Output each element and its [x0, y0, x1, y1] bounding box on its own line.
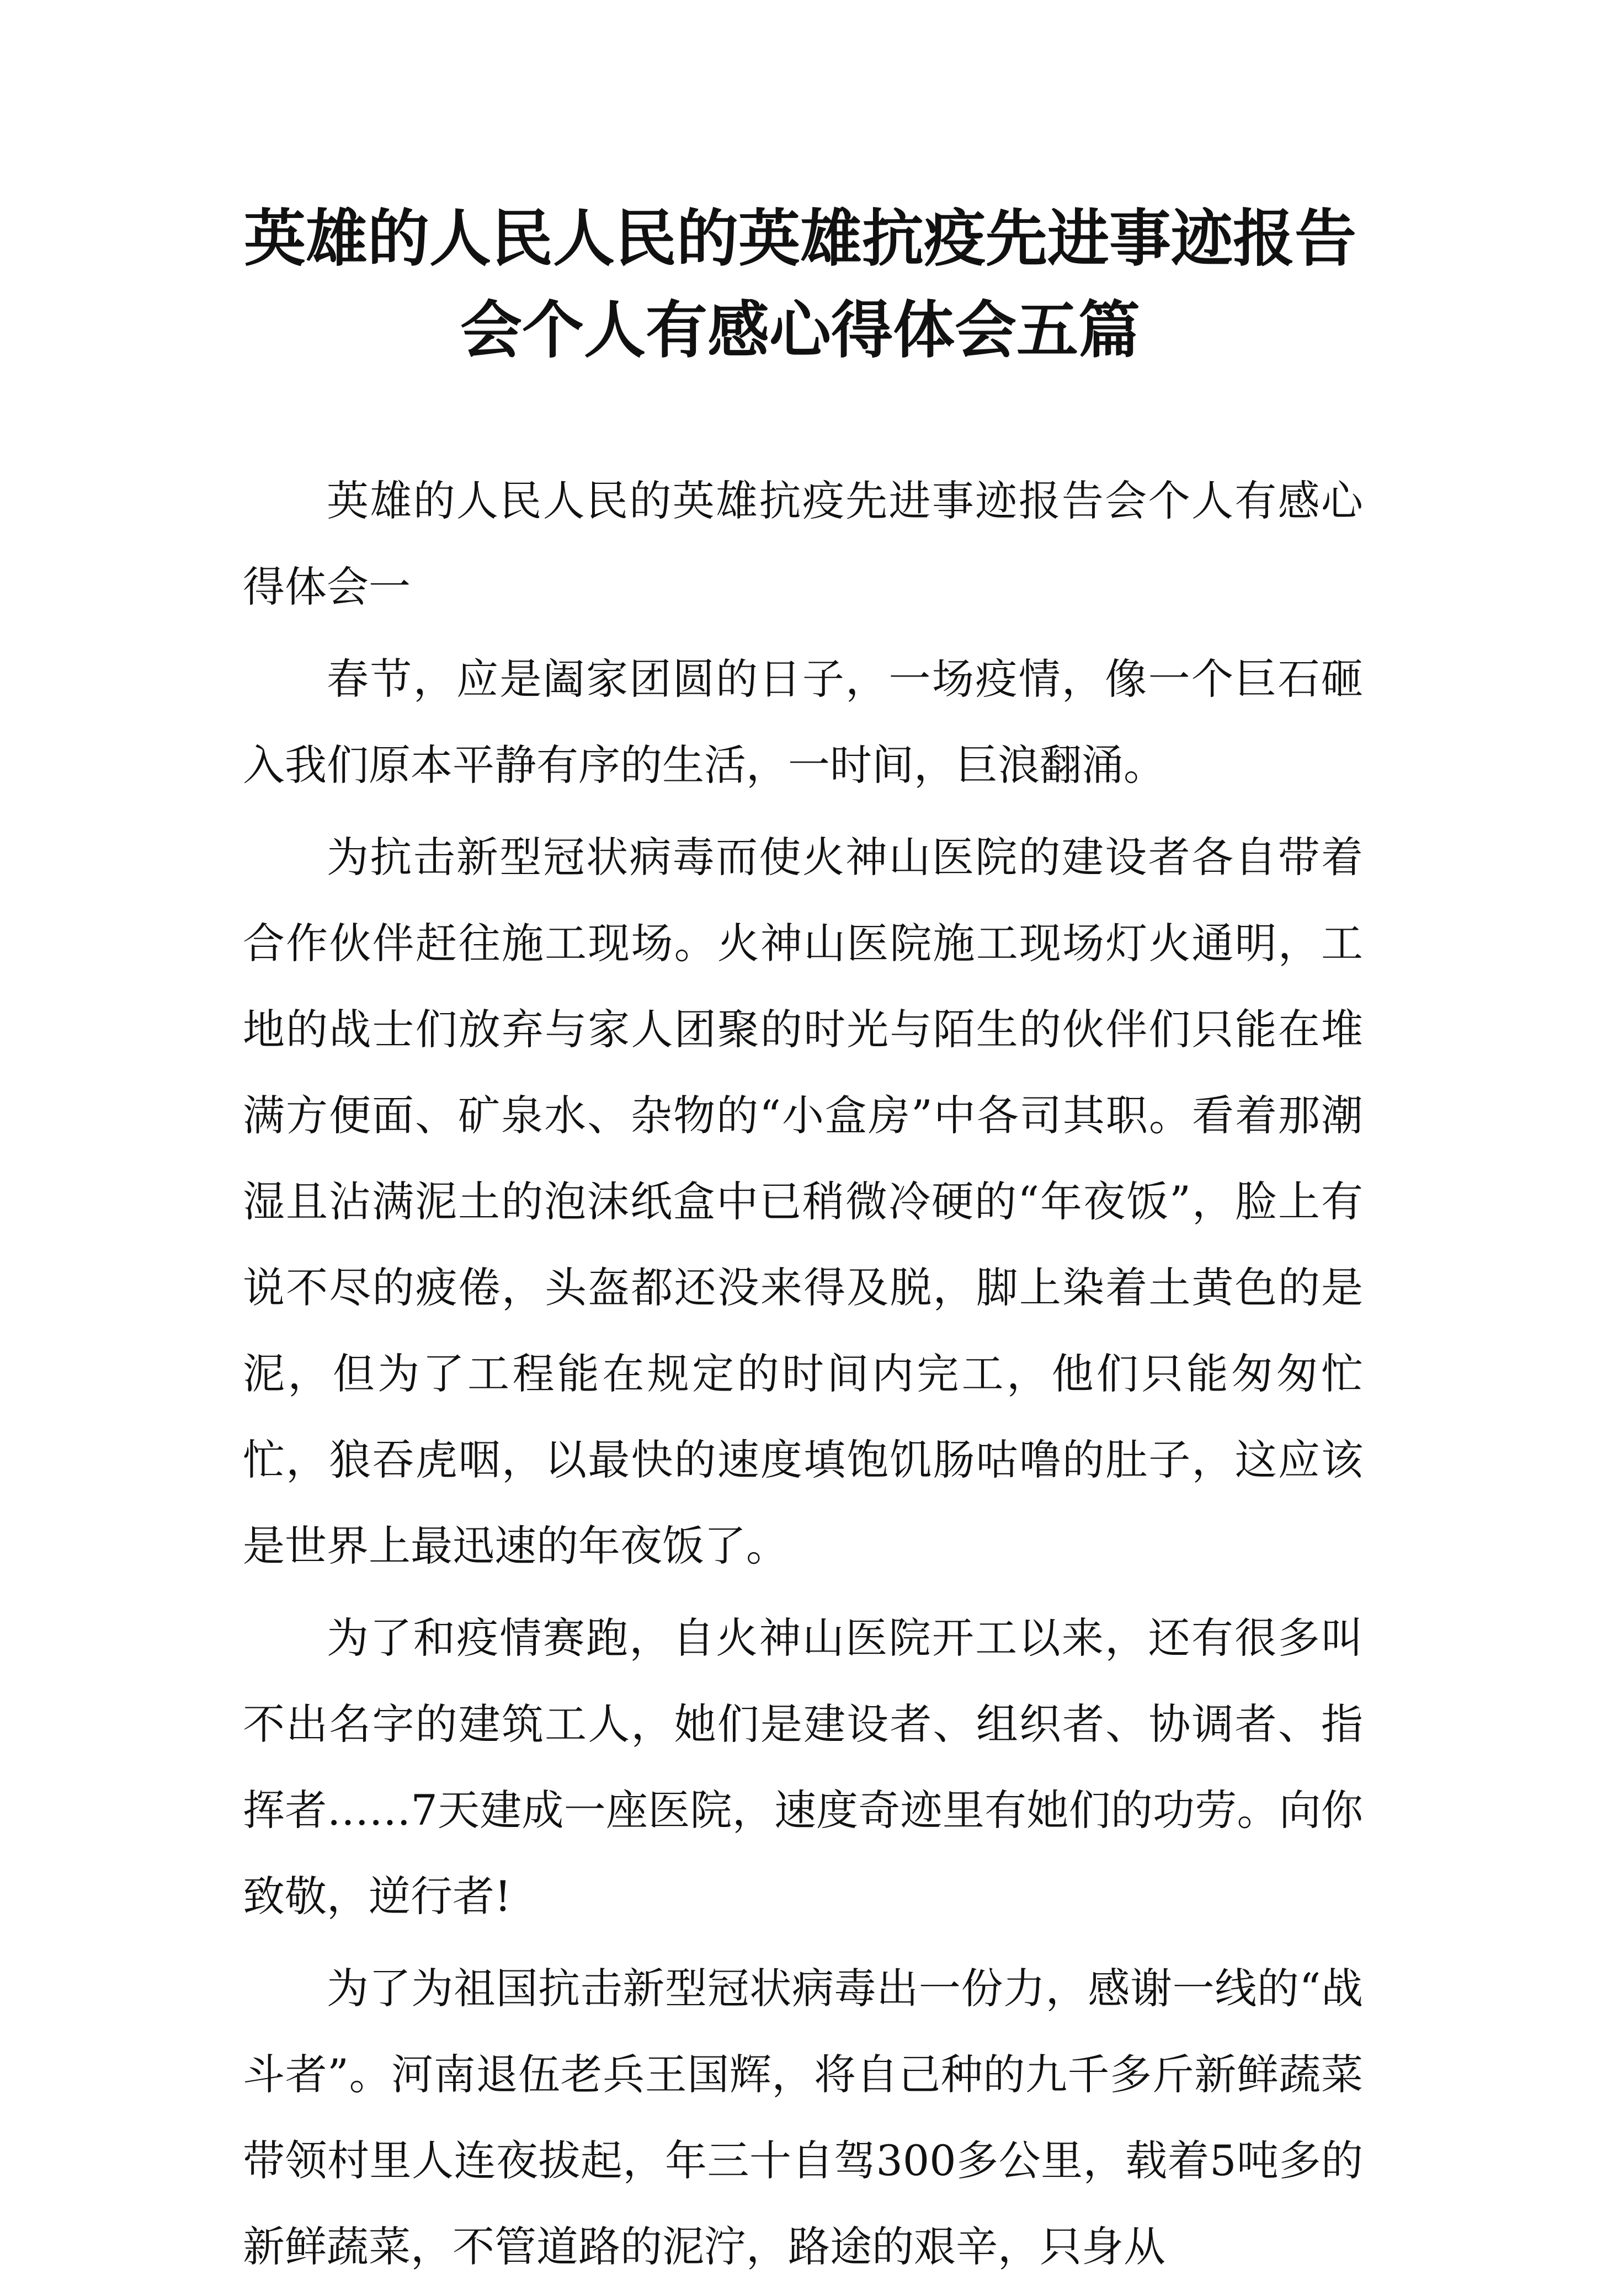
paragraph-veteran-vegetables: 为了为祖国抗击新型冠状病毒出一份力，感谢一线的“战斗者”。河南退伍老兵王国辉，将自己种的九千多斤新鲜蔬菜带领村里人连夜拔起，年三十自驾300多公里，载着5吨多的新鲜蔬菜，不管道路的泥泞，路途的艰辛，只身从 [243, 1964, 1363, 2271]
title-line-2: 会个人有感心得体会五篇 [460, 294, 1140, 366]
document-title [210, 193, 1391, 376]
paragraph-spring-festival: 春节，应是阖家团圆的日子，一场疫情，像一个巨石砸入我们原本平静有序的生活，一时间，巨浪翻涌。 [243, 654, 1363, 790]
title-line-1: 英雄的人民人民的英雄抗疫先进事迹报告 [244, 203, 1356, 275]
paragraph-huoshenshan-builders: 为抗击新型冠状病毒而使火神山医院的建设者各自带着合作伙伴赶往施工现场。火神山医院施工现场灯火通明，工地的战士们放弃与家人团聚的时光与陌生的伙伴们只能在堆满方便面、矿泉水、杂物的“小盒房”中各司其职。看着那潮湿且沾满泥土的泡沫纸盒中已稍微冷硬的“年夜饭”，脸上有说不尽的疲倦，头盔都还没来得及脱，脚上染着土黄色的是泥，但为了工程能在规定的时间内完工，他们只能匆匆忙忙，狼吞虎咽，以最快的速度填饱饥肠咕噜的肚子，这应该是世界上最迅速的年夜饭了。 [243, 833, 1363, 1570]
document-body [243, 458, 1363, 2296]
paragraph-race-epidemic: 为了和疫情赛跑，自火神山医院开工以来，还有很多叫不出名字的建筑工人，她们是建设者、组织者、协调者、指挥者……7天建成一座医院，速度奇迹里有她们的功劳。向你致敬，逆行者! [243, 1613, 1363, 1921]
paragraph-heading: 英雄的人民人民的英雄抗疫先进事迹报告会个人有感心得体会一 [243, 476, 1363, 611]
